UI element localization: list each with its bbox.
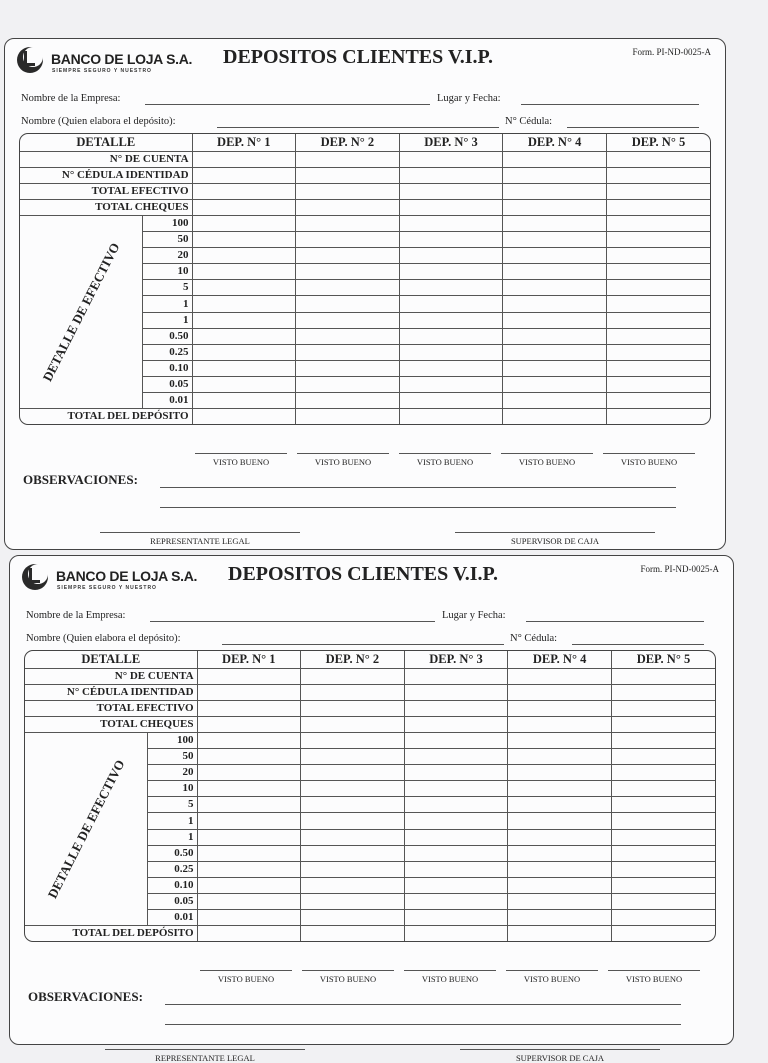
deposit-input-cell[interactable] xyxy=(192,360,296,376)
deposit-input-cell[interactable] xyxy=(399,264,503,280)
deposit-input-cell[interactable] xyxy=(508,781,612,797)
deposit-input-cell[interactable] xyxy=(192,151,296,167)
row-label: N° CÉDULA IDENTIDAD xyxy=(20,167,192,183)
cash-detail-label: DETALLE DE EFECTIVO xyxy=(44,757,128,901)
deposit-input-cell[interactable] xyxy=(399,360,503,376)
empresa-field[interactable] xyxy=(145,104,430,105)
total-label: TOTAL DEL DEPÓSITO xyxy=(25,925,197,941)
deposit-input-cell[interactable] xyxy=(611,877,715,893)
form-code: Form. PI-ND-0025-A xyxy=(632,47,711,57)
deposit-input-cell[interactable] xyxy=(296,151,400,167)
deposit-input-cell[interactable] xyxy=(296,200,400,216)
deposit-input-cell[interactable] xyxy=(611,717,715,733)
deposit-input-cell[interactable] xyxy=(606,328,710,344)
deposit-input-cell[interactable] xyxy=(611,701,715,717)
deposit-input-cell[interactable] xyxy=(301,797,405,813)
deposit-input-cell[interactable] xyxy=(296,184,400,200)
deposit-input-cell[interactable] xyxy=(197,749,301,765)
deposit-input-cell[interactable] xyxy=(197,909,301,925)
deposit-input-cell[interactable] xyxy=(606,344,710,360)
table-row xyxy=(25,701,715,717)
deposit-input-cell[interactable] xyxy=(301,813,405,829)
visto-bueno-label: VISTO BUENO xyxy=(620,457,678,467)
deposit-input-cell[interactable] xyxy=(301,765,405,781)
deposit-input-cell[interactable] xyxy=(192,376,296,392)
deposit-input-cell[interactable] xyxy=(606,264,710,280)
deposit-input-cell[interactable] xyxy=(404,733,508,749)
deposit-input-cell[interactable] xyxy=(503,328,607,344)
deposit-input-cell[interactable] xyxy=(606,184,710,200)
deposit-input-cell[interactable] xyxy=(606,312,710,328)
row-label: TOTAL EFECTIVO xyxy=(25,701,197,717)
empresa-field[interactable] xyxy=(150,621,435,622)
deposit-input-cell[interactable] xyxy=(197,813,301,829)
deposit-input-cell[interactable] xyxy=(197,781,301,797)
deposit-input-cell[interactable] xyxy=(606,248,710,264)
denomination-label: 10 xyxy=(142,264,192,280)
denomination-label: 0.25 xyxy=(142,344,192,360)
deposit-input-cell[interactable] xyxy=(606,392,710,408)
lugar-fecha-label: Lugar y Fecha: xyxy=(442,610,506,621)
deposit-input-cell[interactable] xyxy=(508,733,612,749)
quien-elabora-label: Nombre (Quien elabora el depósito): xyxy=(26,633,181,644)
deposit-input-cell[interactable] xyxy=(197,797,301,813)
deposit-input-cell[interactable] xyxy=(296,376,400,392)
visto-bueno-label: VISTO BUENO xyxy=(319,974,377,984)
detalle-header: DETALLE xyxy=(25,651,197,668)
deposit-input-cell[interactable] xyxy=(296,328,400,344)
table-row xyxy=(25,717,715,733)
visto-bueno-line[interactable] xyxy=(506,970,598,971)
denomination-label: 10 xyxy=(147,781,197,797)
cedula-field[interactable] xyxy=(567,127,699,128)
bank-tagline: SIEMPRE SEGURO Y NUESTRO xyxy=(57,585,157,591)
deposit-input-cell[interactable] xyxy=(399,167,503,183)
deposit-input-cell[interactable] xyxy=(404,925,508,941)
deposit-input-cell[interactable] xyxy=(192,248,296,264)
deposit-input-cell[interactable] xyxy=(508,765,612,781)
deposit-input-cell[interactable] xyxy=(503,167,607,183)
deposit-input-cell[interactable] xyxy=(197,668,301,684)
deposit-input-cell[interactable] xyxy=(508,797,612,813)
deposit-input-cell[interactable] xyxy=(508,893,612,909)
quien-elabora-field[interactable] xyxy=(217,127,499,128)
total-label: TOTAL DEL DEPÓSITO xyxy=(20,408,192,424)
visto-bueno-label: VISTO BUENO xyxy=(625,974,683,984)
deposit-input-cell[interactable] xyxy=(296,264,400,280)
deposit-input-cell[interactable] xyxy=(197,845,301,861)
deposit-input-cell[interactable] xyxy=(503,151,607,167)
table-row xyxy=(20,200,710,216)
deposit-input-cell[interactable] xyxy=(503,280,607,296)
lugar-fecha-label: Lugar y Fecha: xyxy=(437,93,501,104)
deposit-detail-table xyxy=(24,650,716,942)
denomination-label: 0.05 xyxy=(142,376,192,392)
deposit-input-cell[interactable] xyxy=(404,668,508,684)
deposit-input-cell[interactable] xyxy=(404,877,508,893)
deposit-input-cell[interactable] xyxy=(296,392,400,408)
deposit-input-cell[interactable] xyxy=(611,797,715,813)
visto-bueno-label: VISTO BUENO xyxy=(523,974,581,984)
dep-header-5: DEP. N° 5 xyxy=(606,134,710,151)
observaciones-line-1[interactable] xyxy=(165,1004,681,1005)
visto-bueno-line[interactable] xyxy=(603,453,695,454)
deposit-input-cell[interactable] xyxy=(508,813,612,829)
visto-bueno-line[interactable] xyxy=(608,970,700,971)
deposit-input-cell[interactable] xyxy=(197,829,301,845)
visto-bueno-label: VISTO BUENO xyxy=(518,457,576,467)
deposit-input-cell[interactable] xyxy=(611,845,715,861)
row-label: TOTAL CHEQUES xyxy=(25,717,197,733)
supervisor-caja-label: SUPERVISOR DE CAJA xyxy=(510,536,600,546)
cedula-field[interactable] xyxy=(572,644,704,645)
observaciones-line-2[interactable] xyxy=(165,1024,681,1025)
table-row xyxy=(20,167,710,183)
deposit-input-cell[interactable] xyxy=(301,909,405,925)
dep-header-1: DEP. N° 1 xyxy=(197,651,301,668)
deposit-input-cell[interactable] xyxy=(611,781,715,797)
deposit-input-cell[interactable] xyxy=(611,765,715,781)
bank-tagline: SIEMPRE SEGURO Y NUESTRO xyxy=(52,68,152,74)
denomination-label: 1 xyxy=(142,312,192,328)
denomination-label: 0.25 xyxy=(147,861,197,877)
detalle-header: DETALLE xyxy=(20,134,192,151)
deposit-input-cell[interactable] xyxy=(611,684,715,700)
deposit-input-cell[interactable] xyxy=(503,232,607,248)
deposit-input-cell[interactable] xyxy=(606,200,710,216)
deposit-input-cell[interactable] xyxy=(301,893,405,909)
deposit-input-cell[interactable] xyxy=(611,813,715,829)
table-header-row xyxy=(20,134,710,151)
deposit-input-cell[interactable] xyxy=(296,344,400,360)
deposit-input-cell[interactable] xyxy=(301,701,405,717)
deposit-input-cell[interactable] xyxy=(197,877,301,893)
visto-bueno-line[interactable] xyxy=(302,970,394,971)
deposit-form-2 xyxy=(9,555,734,1063)
deposit-input-cell[interactable] xyxy=(606,408,710,424)
table-header-row xyxy=(25,651,715,668)
table-row xyxy=(20,151,710,167)
row-label: N° CÉDULA IDENTIDAD xyxy=(25,684,197,700)
deposit-input-cell[interactable] xyxy=(404,813,508,829)
deposit-input-cell[interactable] xyxy=(197,861,301,877)
deposit-input-cell[interactable] xyxy=(192,167,296,183)
visto-bueno-label: VISTO BUENO xyxy=(421,974,479,984)
deposit-input-cell[interactable] xyxy=(611,909,715,925)
deposit-input-cell[interactable] xyxy=(192,200,296,216)
deposit-input-cell[interactable] xyxy=(192,328,296,344)
deposit-input-cell[interactable] xyxy=(503,408,607,424)
deposit-input-cell[interactable] xyxy=(399,408,503,424)
deposit-input-cell[interactable] xyxy=(606,216,710,232)
deposit-input-cell[interactable] xyxy=(508,701,612,717)
denomination-label: 100 xyxy=(142,216,192,232)
deposit-input-cell[interactable] xyxy=(503,392,607,408)
deposit-input-cell[interactable] xyxy=(404,829,508,845)
empresa-label: Nombre de la Empresa: xyxy=(26,610,126,621)
bank-name: BANCO DE LOJA S.A. xyxy=(56,568,198,584)
quien-elabora-field[interactable] xyxy=(222,644,504,645)
deposit-input-cell[interactable] xyxy=(503,312,607,328)
deposit-input-cell[interactable] xyxy=(503,248,607,264)
deposit-input-cell[interactable] xyxy=(503,344,607,360)
row-label: N° DE CUENTA xyxy=(20,151,192,167)
denomination-label: 1 xyxy=(142,296,192,312)
denomination-label: 50 xyxy=(142,232,192,248)
deposit-input-cell[interactable] xyxy=(606,280,710,296)
deposit-input-cell[interactable] xyxy=(611,861,715,877)
table-row xyxy=(25,668,715,684)
deposit-input-cell[interactable] xyxy=(192,232,296,248)
visto-bueno-line[interactable] xyxy=(399,453,491,454)
deposit-input-cell[interactable] xyxy=(508,749,612,765)
deposit-input-cell[interactable] xyxy=(192,408,296,424)
deposit-input-cell[interactable] xyxy=(606,296,710,312)
deposit-input-cell[interactable] xyxy=(606,167,710,183)
deposit-input-cell[interactable] xyxy=(399,392,503,408)
deposit-input-cell[interactable] xyxy=(296,280,400,296)
dep-header-4: DEP. N° 4 xyxy=(503,134,607,151)
deposit-input-cell[interactable] xyxy=(192,280,296,296)
total-row xyxy=(20,408,710,424)
denomination-label: 0.10 xyxy=(147,877,197,893)
supervisor-caja-line[interactable] xyxy=(455,532,655,533)
denomination-label: 50 xyxy=(147,749,197,765)
row-label: N° DE CUENTA xyxy=(25,668,197,684)
deposit-input-cell[interactable] xyxy=(296,296,400,312)
visto-bueno-line[interactable] xyxy=(297,453,389,454)
deposit-input-cell[interactable] xyxy=(192,184,296,200)
deposit-input-cell[interactable] xyxy=(508,684,612,700)
visto-bueno-label: VISTO BUENO xyxy=(217,974,275,984)
deposit-input-cell[interactable] xyxy=(399,184,503,200)
deposit-input-cell[interactable] xyxy=(606,376,710,392)
deposit-input-cell[interactable] xyxy=(503,360,607,376)
visto-bueno-label: VISTO BUENO xyxy=(314,457,372,467)
deposit-input-cell[interactable] xyxy=(301,781,405,797)
deposit-input-cell[interactable] xyxy=(192,344,296,360)
representante-legal-label: REPRESENTANTE LEGAL xyxy=(150,536,250,546)
deposit-input-cell[interactable] xyxy=(192,392,296,408)
deposit-input-cell[interactable] xyxy=(606,360,710,376)
deposit-input-cell[interactable] xyxy=(503,264,607,280)
deposit-input-cell[interactable] xyxy=(301,861,405,877)
total-row xyxy=(25,925,715,941)
representante-legal-line[interactable] xyxy=(100,532,300,533)
denomination-row xyxy=(25,733,715,749)
observaciones-label: OBSERVACIONES: xyxy=(28,989,143,1004)
dep-header-2: DEP. N° 2 xyxy=(296,134,400,151)
cedula-label: N° Cédula: xyxy=(505,116,553,127)
deposit-input-cell[interactable] xyxy=(301,845,405,861)
visto-bueno-line[interactable] xyxy=(501,453,593,454)
deposit-input-cell[interactable] xyxy=(192,216,296,232)
deposit-input-cell[interactable] xyxy=(197,733,301,749)
deposit-input-cell[interactable] xyxy=(301,925,405,941)
deposit-input-cell[interactable] xyxy=(503,184,607,200)
deposit-input-cell[interactable] xyxy=(192,264,296,280)
visto-bueno-line[interactable] xyxy=(195,453,287,454)
supervisor-caja-label: SUPERVISOR DE CAJA xyxy=(515,1053,605,1063)
deposit-input-cell[interactable] xyxy=(508,668,612,684)
dep-header-3: DEP. N° 3 xyxy=(399,134,503,151)
row-label: TOTAL EFECTIVO xyxy=(20,184,192,200)
deposit-input-cell[interactable] xyxy=(301,749,405,765)
deposit-input-cell[interactable] xyxy=(399,328,503,344)
deposit-input-cell[interactable] xyxy=(404,893,508,909)
deposit-input-cell[interactable] xyxy=(399,296,503,312)
denomination-label: 1 xyxy=(147,829,197,845)
deposit-input-cell[interactable] xyxy=(301,684,405,700)
deposit-input-cell[interactable] xyxy=(611,749,715,765)
dep-header-1: DEP. N° 1 xyxy=(192,134,296,151)
deposit-input-cell[interactable] xyxy=(399,344,503,360)
deposit-input-cell[interactable] xyxy=(296,248,400,264)
quien-elabora-label: Nombre (Quien elabora el depósito): xyxy=(21,116,176,127)
denomination-label: 0.01 xyxy=(147,909,197,925)
deposit-input-cell[interactable] xyxy=(503,200,607,216)
denomination-label: 0.05 xyxy=(147,893,197,909)
denomination-label: 20 xyxy=(147,765,197,781)
deposit-input-cell[interactable] xyxy=(503,296,607,312)
deposit-input-cell[interactable] xyxy=(197,765,301,781)
deposit-input-cell[interactable] xyxy=(301,877,405,893)
dep-header-3: DEP. N° 3 xyxy=(404,651,508,668)
cash-detail-cell xyxy=(25,733,147,926)
deposit-input-cell[interactable] xyxy=(508,717,612,733)
deposit-input-cell[interactable] xyxy=(508,925,612,941)
table-row xyxy=(25,684,715,700)
deposit-input-cell[interactable] xyxy=(508,877,612,893)
lugar-fecha-field[interactable] xyxy=(521,104,699,105)
denomination-label: 20 xyxy=(142,248,192,264)
row-label: TOTAL CHEQUES xyxy=(20,200,192,216)
deposit-input-cell[interactable] xyxy=(508,829,612,845)
denomination-label: 0.50 xyxy=(147,845,197,861)
deposit-input-cell[interactable] xyxy=(404,797,508,813)
deposit-input-cell[interactable] xyxy=(296,360,400,376)
bank-logo-icon xyxy=(15,45,45,75)
empresa-label: Nombre de la Empresa: xyxy=(21,93,121,104)
observaciones-line-1[interactable] xyxy=(160,487,676,488)
denomination-label: 0.50 xyxy=(142,328,192,344)
deposit-input-cell[interactable] xyxy=(197,925,301,941)
denomination-label: 5 xyxy=(142,280,192,296)
denomination-label: 100 xyxy=(147,733,197,749)
table-row xyxy=(20,184,710,200)
lugar-fecha-field[interactable] xyxy=(526,621,704,622)
dep-header-4: DEP. N° 4 xyxy=(508,651,612,668)
deposit-input-cell[interactable] xyxy=(404,701,508,717)
deposit-input-cell[interactable] xyxy=(399,376,503,392)
deposit-input-cell[interactable] xyxy=(301,733,405,749)
visto-bueno-line[interactable] xyxy=(200,970,292,971)
deposit-input-cell[interactable] xyxy=(404,684,508,700)
denomination-label: 1 xyxy=(147,813,197,829)
dep-header-5: DEP. N° 5 xyxy=(611,651,715,668)
denomination-label: 0.01 xyxy=(142,392,192,408)
deposit-input-cell[interactable] xyxy=(508,845,612,861)
deposit-input-cell[interactable] xyxy=(611,668,715,684)
form-code: Form. PI-ND-0025-A xyxy=(640,564,719,574)
deposit-input-cell[interactable] xyxy=(606,151,710,167)
deposit-input-cell[interactable] xyxy=(503,216,607,232)
deposit-input-cell[interactable] xyxy=(192,312,296,328)
cash-detail-cell xyxy=(20,216,142,409)
deposit-input-cell[interactable] xyxy=(197,717,301,733)
observaciones-label: OBSERVACIONES: xyxy=(23,472,138,487)
deposit-input-cell[interactable] xyxy=(508,861,612,877)
observaciones-line-2[interactable] xyxy=(160,507,676,508)
dep-header-2: DEP. N° 2 xyxy=(301,651,405,668)
deposit-input-cell[interactable] xyxy=(399,248,503,264)
deposit-input-cell[interactable] xyxy=(296,312,400,328)
visto-bueno-line[interactable] xyxy=(404,970,496,971)
deposit-input-cell[interactable] xyxy=(301,829,405,845)
deposit-input-cell[interactable] xyxy=(197,893,301,909)
deposit-input-cell[interactable] xyxy=(197,684,301,700)
deposit-input-cell[interactable] xyxy=(399,312,503,328)
deposit-input-cell[interactable] xyxy=(296,167,400,183)
deposit-input-cell[interactable] xyxy=(399,232,503,248)
deposit-input-cell[interactable] xyxy=(611,925,715,941)
deposit-input-cell[interactable] xyxy=(503,376,607,392)
deposit-input-cell[interactable] xyxy=(404,749,508,765)
bank-name: BANCO DE LOJA S.A. xyxy=(51,51,193,67)
denomination-label: 0.10 xyxy=(142,360,192,376)
representante-legal-line[interactable] xyxy=(105,1049,305,1050)
deposit-input-cell[interactable] xyxy=(611,829,715,845)
form-title: DEPOSITOS CLIENTES V.I.P. xyxy=(223,46,493,68)
deposit-input-cell[interactable] xyxy=(399,216,503,232)
visto-bueno-label: VISTO BUENO xyxy=(212,457,270,467)
supervisor-caja-line[interactable] xyxy=(460,1049,660,1050)
deposit-input-cell[interactable] xyxy=(296,216,400,232)
deposit-input-cell[interactable] xyxy=(508,909,612,925)
deposit-input-cell[interactable] xyxy=(606,232,710,248)
deposit-input-cell[interactable] xyxy=(192,296,296,312)
cedula-label: N° Cédula: xyxy=(510,633,558,644)
form-title: DEPOSITOS CLIENTES V.I.P. xyxy=(228,563,498,585)
denomination-label: 5 xyxy=(147,797,197,813)
deposit-input-cell[interactable] xyxy=(404,909,508,925)
deposit-input-cell[interactable] xyxy=(296,408,400,424)
deposit-input-cell[interactable] xyxy=(404,765,508,781)
deposit-input-cell[interactable] xyxy=(611,893,715,909)
deposit-detail-table xyxy=(19,133,711,425)
visto-bueno-label: VISTO BUENO xyxy=(416,457,474,467)
deposit-input-cell[interactable] xyxy=(301,717,405,733)
deposit-input-cell[interactable] xyxy=(404,717,508,733)
deposit-input-cell[interactable] xyxy=(404,861,508,877)
deposit-input-cell[interactable] xyxy=(399,200,503,216)
deposit-input-cell[interactable] xyxy=(296,232,400,248)
deposit-input-cell[interactable] xyxy=(404,845,508,861)
bank-logo-icon xyxy=(20,562,50,592)
representante-legal-label: REPRESENTANTE LEGAL xyxy=(155,1053,255,1063)
deposit-input-cell[interactable] xyxy=(404,781,508,797)
deposit-input-cell[interactable] xyxy=(611,733,715,749)
deposit-input-cell[interactable] xyxy=(399,151,503,167)
denomination-row xyxy=(20,216,710,232)
deposit-input-cell[interactable] xyxy=(197,701,301,717)
deposit-form-1 xyxy=(4,38,726,550)
deposit-input-cell[interactable] xyxy=(399,280,503,296)
cash-detail-label: DETALLE DE EFECTIVO xyxy=(39,240,123,384)
deposit-input-cell[interactable] xyxy=(301,668,405,684)
